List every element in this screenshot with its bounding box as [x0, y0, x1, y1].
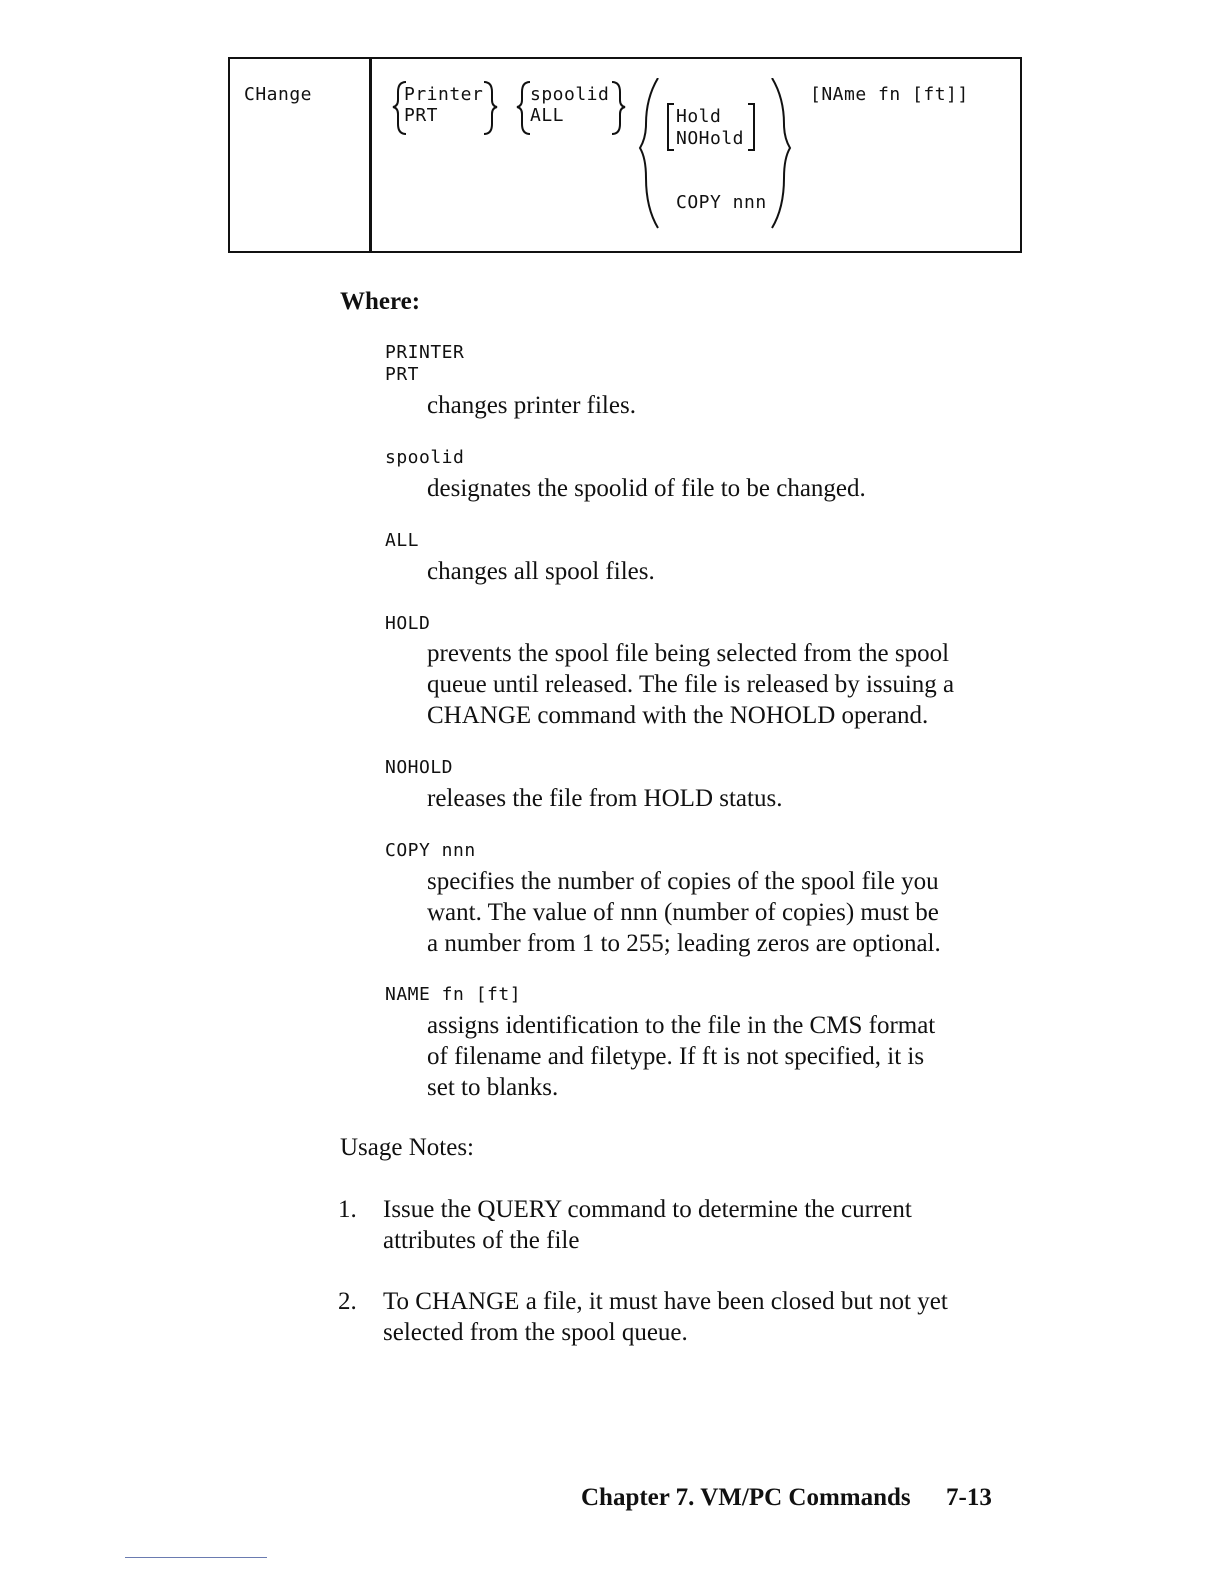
- term-hold: HOLD: [385, 613, 431, 634]
- desc-line: designates the spoolid of file to be changed.: [427, 475, 866, 502]
- desc-line: changes all spool files.: [427, 558, 655, 585]
- note-number: 2.: [338, 1288, 357, 1315]
- brace-right-3: [772, 78, 790, 228]
- operand-desc: [427, 473, 1027, 504]
- syntax-spoolid: spoolid: [530, 84, 610, 105]
- brace-right-2: [612, 82, 625, 134]
- brace-left-3: [640, 78, 658, 228]
- brace-left-2: [517, 82, 530, 134]
- operand-group-spoolid: [530, 84, 609, 126]
- syntax-nohold: NOHold: [676, 128, 745, 149]
- note-number: 1.: [338, 1196, 357, 1223]
- syntax-copy: COPY nnn: [676, 192, 767, 213]
- term-copy: COPY nnn: [385, 840, 476, 861]
- desc-line: set to blanks.: [427, 1074, 559, 1101]
- where-heading: Where:: [340, 288, 421, 315]
- desc-line: specifies the number of copies of the spool file you: [427, 868, 939, 895]
- term-nohold: NOHOLD: [385, 757, 454, 778]
- note-line: selected from the spool queue.: [383, 1319, 688, 1346]
- footer-rule: [125, 1557, 267, 1558]
- operand-desc: [427, 1010, 1027, 1103]
- syntax-prt: PRT: [404, 105, 439, 126]
- operand-desc: [427, 783, 1027, 814]
- term-all: ALL: [385, 530, 420, 551]
- note-text: [383, 1194, 1033, 1256]
- syntax-printer: Printer: [404, 84, 484, 105]
- operand-group-hold: [676, 106, 744, 150]
- desc-line: of filename and filetype. If ft is not specified, it is: [427, 1043, 925, 1070]
- desc-line: queue until released. The file is released by issuing a: [427, 671, 955, 698]
- operand-group-printer: [404, 84, 483, 126]
- term-prt: PRT: [385, 364, 420, 385]
- footer-page-number: 7-13: [946, 1484, 992, 1511]
- operand-term: [385, 342, 464, 386]
- term-name: NAME fn [ft]: [385, 984, 522, 1005]
- desc-line: changes printer files.: [427, 392, 636, 419]
- operand-desc: [427, 866, 1027, 959]
- bracket-right: [748, 104, 754, 150]
- footer-chapter: Chapter 7. VM/PC Commands: [581, 1484, 911, 1511]
- operand-desc: [427, 390, 1027, 421]
- desc-line: assigns identification to the file in the CMS format: [427, 1012, 936, 1039]
- desc-line: a number from 1 to 255; leading zeros are optional.: [427, 930, 941, 957]
- note-text: [383, 1286, 1033, 1348]
- bracket-left: [668, 104, 674, 150]
- syntax-name-option: [NAme fn [ft]]: [810, 84, 969, 105]
- desc-line: prevents the spool file being selected from the spool: [427, 640, 950, 667]
- operand-desc: [427, 556, 1027, 587]
- command-name: CHange: [244, 84, 313, 105]
- operand-desc: [427, 638, 1027, 731]
- syntax-all: ALL: [530, 105, 565, 126]
- term-spoolid: spoolid: [385, 447, 465, 468]
- desc-line: releases the file from HOLD status.: [427, 785, 783, 812]
- usage-notes-heading: Usage Notes:: [340, 1134, 474, 1161]
- syntax-hold: Hold: [676, 106, 722, 127]
- note-line: Issue the QUERY command to determine the current: [383, 1196, 912, 1223]
- term-printer: PRINTER: [385, 342, 465, 363]
- note-line: To CHANGE a file, it must have been closed but not yet: [383, 1288, 948, 1315]
- syntax-divider: [369, 57, 372, 253]
- desc-line: CHANGE command with the NOHOLD operand.: [427, 702, 929, 729]
- brace-right-1: [484, 82, 497, 134]
- desc-line: want. The value of nnn (number of copies) must be: [427, 899, 939, 926]
- note-line: attributes of the file: [383, 1227, 580, 1254]
